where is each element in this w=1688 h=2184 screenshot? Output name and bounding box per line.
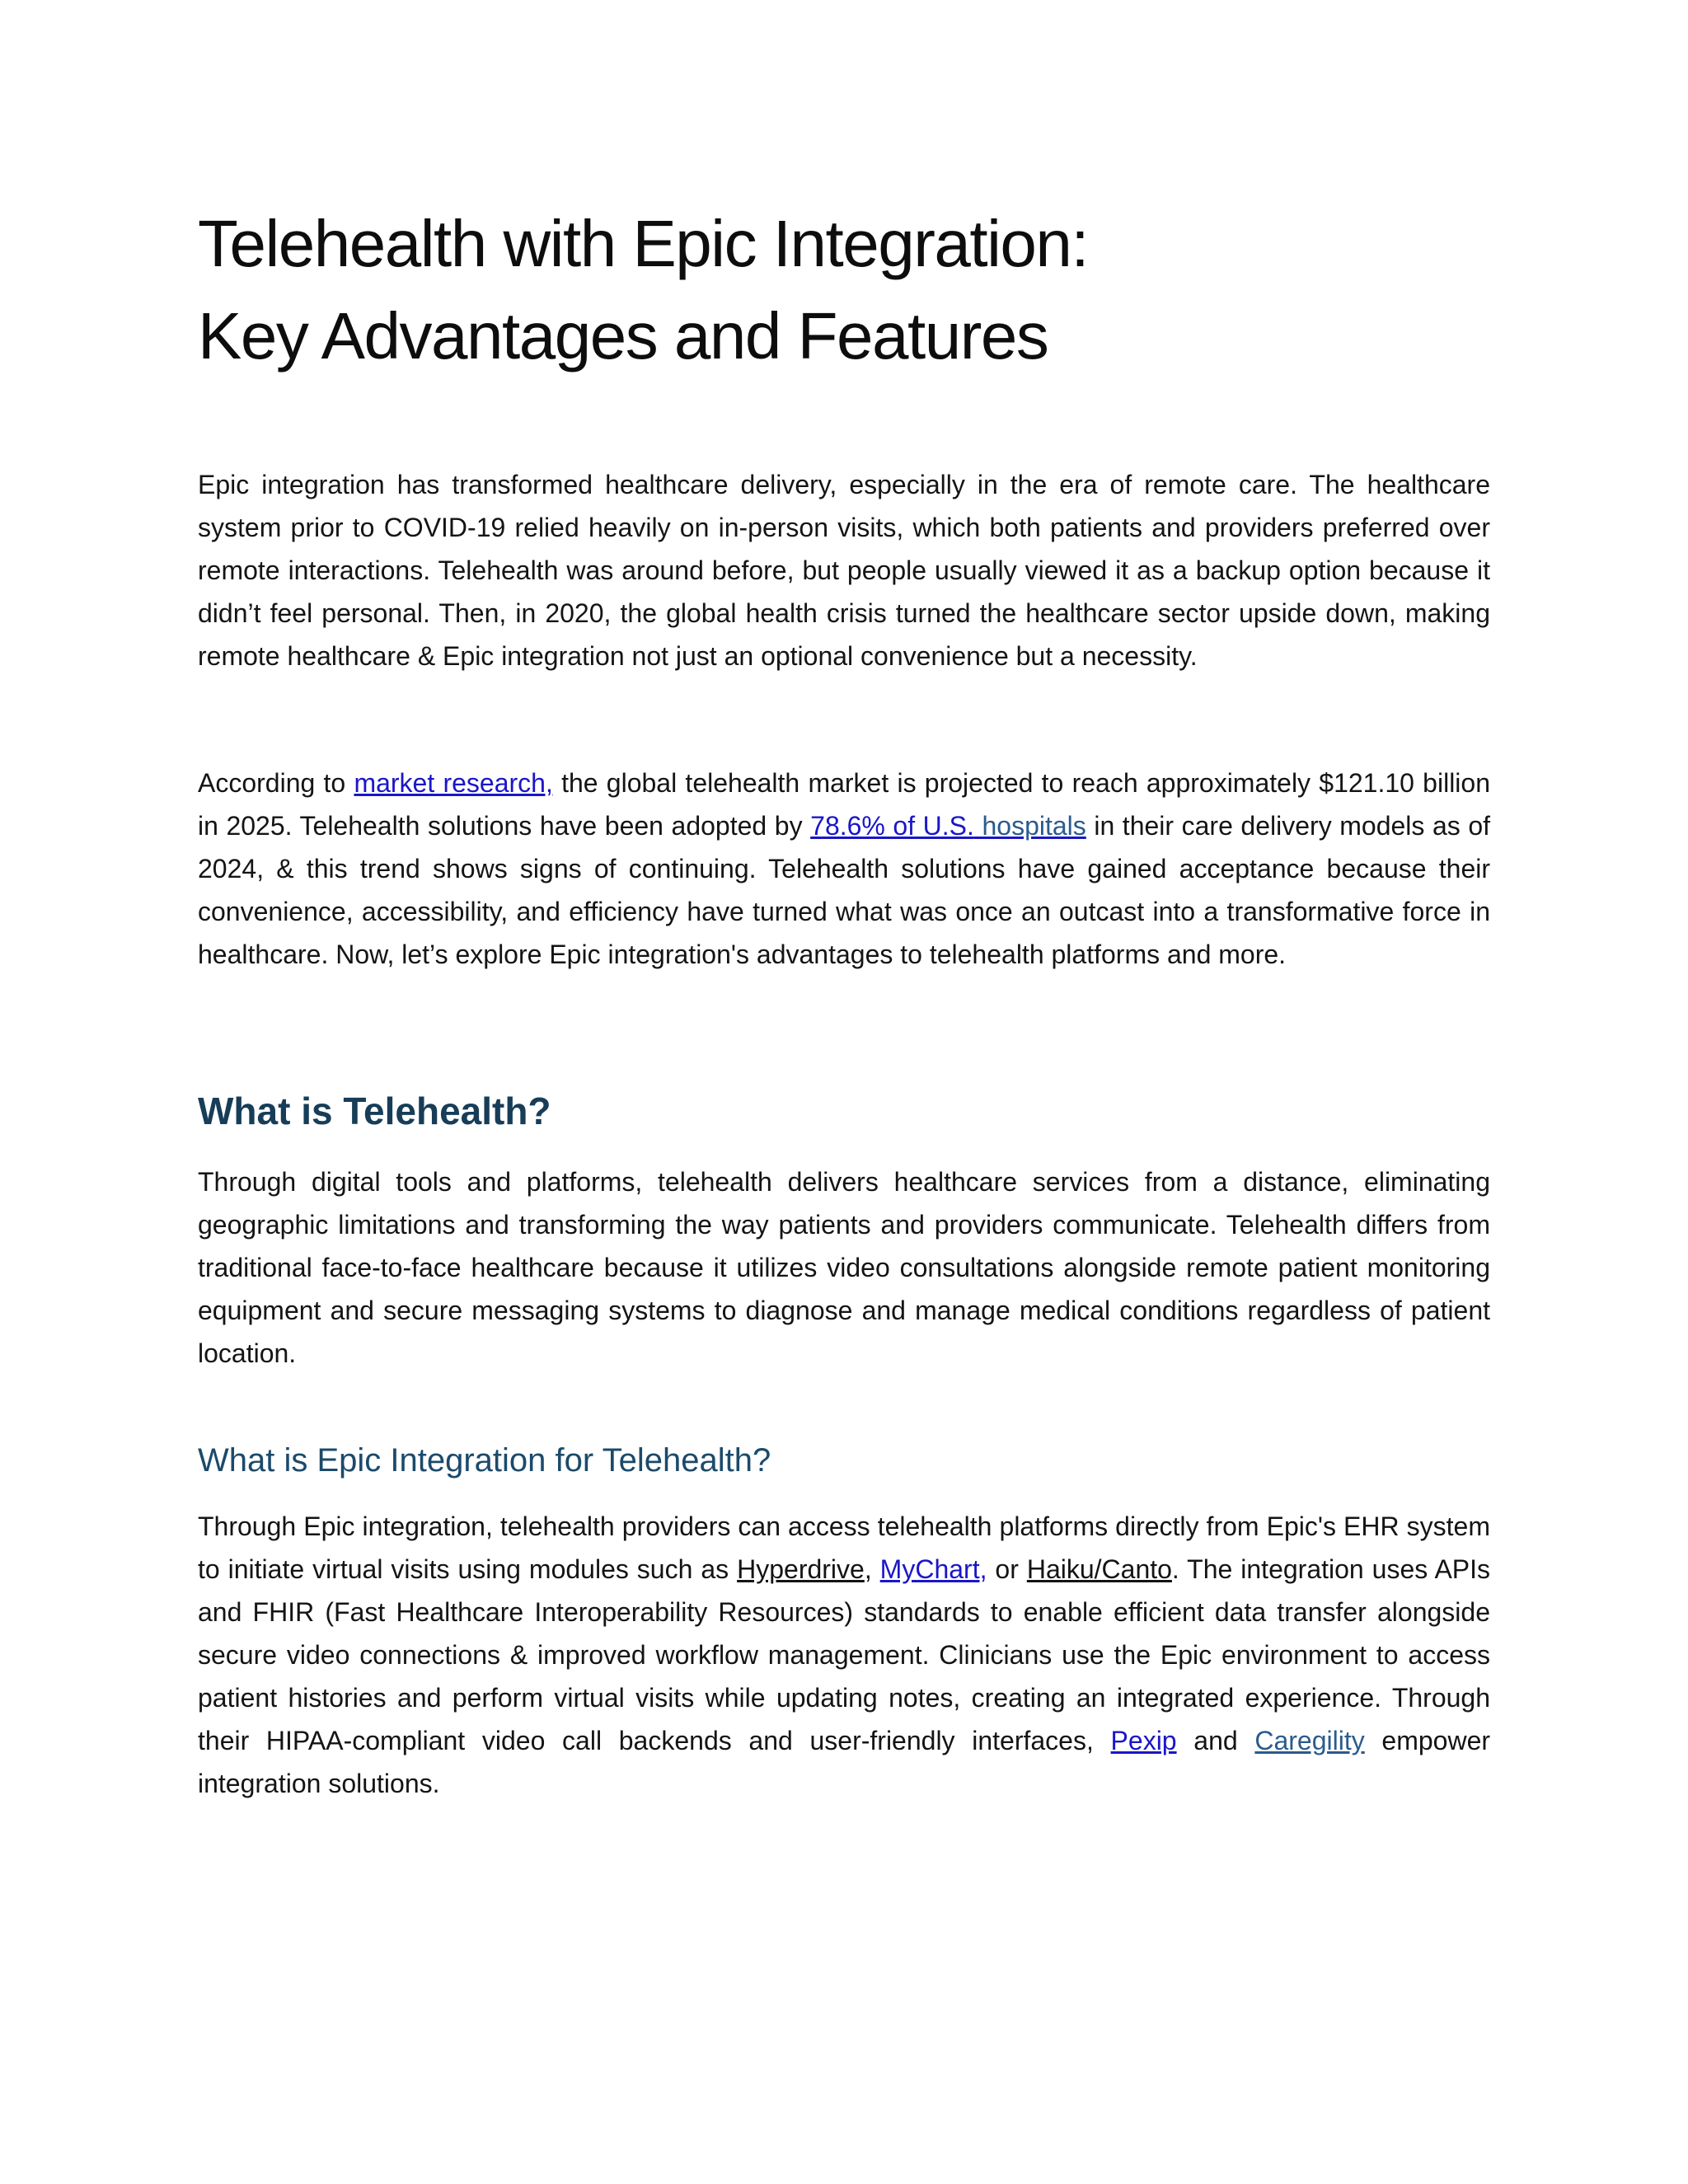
epic-p-text-start: Through Epic integration, telehealth providers can access telehealth platforms directly from Epic's EHR system to initiate virtual visits using modules such as <box>198 1511 1490 1584</box>
epic-p-text-mid: . The integration uses APIs and FHIR (Fast Healthcare Interoperability Resources) standards to enable efficient data transfer alongside secure video connections & improved workflow management. Clinicians use the Epic environment to access patient histories and perform virtual visits while updating notes, creating an integrated experience. Through their HIPAA-compliant video call backends and user-friendly interfaces, <box>198 1554 1491 1755</box>
epic-integration-heading: What is Epic Integration for Telehealth? <box>198 1442 771 1479</box>
hyperdrive-link[interactable]: Hyperdrive <box>737 1554 865 1584</box>
what-is-telehealth-paragraph: Through digital tools and platforms, telehealth delivers healthcare services from a distance, eliminating geographic limitations and transforming the way patients and providers communicate. Telehealth differs from traditional face-to-face healthcare because it utilizes video consultations alongside remote patient monitoring equipment and secure messaging systems to diagnose and manage medical conditions regardless of patient location. <box>198 1167 1490 1368</box>
epic-p-separator-1: , <box>864 1554 880 1584</box>
us-hospitals-link[interactable] <box>810 811 1086 841</box>
what-is-telehealth-heading: What is Telehealth? <box>198 1090 551 1132</box>
haiku-canto-link[interactable]: Haiku/Canto <box>1026 1554 1172 1584</box>
document-title <box>198 198 1088 382</box>
intro-paragraph-2 <box>198 762 1490 976</box>
epic-p-separator-2: or <box>987 1554 1027 1584</box>
intro-p2-text-start: According to <box>198 768 354 798</box>
us-hospitals-link-part-2[interactable]: hospitals <box>973 811 1086 841</box>
title-line-1: Telehealth with Epic Integration: <box>198 207 1089 280</box>
market-research-link[interactable]: market research, <box>354 768 553 798</box>
pexip-link[interactable]: Pexip <box>1110 1726 1177 1755</box>
epic-integration-paragraph <box>198 1505 1490 1805</box>
epic-p-and: and <box>1176 1726 1255 1755</box>
intro-p2-text-mid: the global telehealth market is projected to reach approximately $121.10 billion in 2025. Telehealth solutions have been adopted by <box>198 768 1491 841</box>
intro-paragraph-1: Epic integration has transformed healthcare delivery, especially in the era of remote care. The healthcare system prior to COVID-19 relied heavily on in-person visits, which both patients and providers preferred over remote interactions. Telehealth was around before, but people usually viewed it as a backup option because it didn’t feel personal. Then, in 2020, the global health crisis turned the healthcare sector upside down, making remote healthcare & Epic integration not just an optional convenience but a necessity. <box>198 470 1490 671</box>
intro-p2-text-end: in their care delivery models as of 2024, & this trend shows signs of continuing. Telehealth solutions have gained acceptance because their convenience, accessibility, and efficiency have turned what was once an outcast into a transformative force in healthcare. Now, let’s explore Epic integration's advantages to telehealth platforms and more. <box>198 811 1491 969</box>
caregility-link[interactable]: Caregility <box>1254 1726 1365 1755</box>
us-hospitals-link-part-1[interactable]: 78.6% of U.S. <box>810 811 974 841</box>
epic-p-text-end: empower integration solutions. <box>198 1726 1491 1798</box>
mychart-link[interactable]: MyChart, <box>879 1554 987 1584</box>
title-line-2: Key Advantages and Features <box>198 299 1048 373</box>
